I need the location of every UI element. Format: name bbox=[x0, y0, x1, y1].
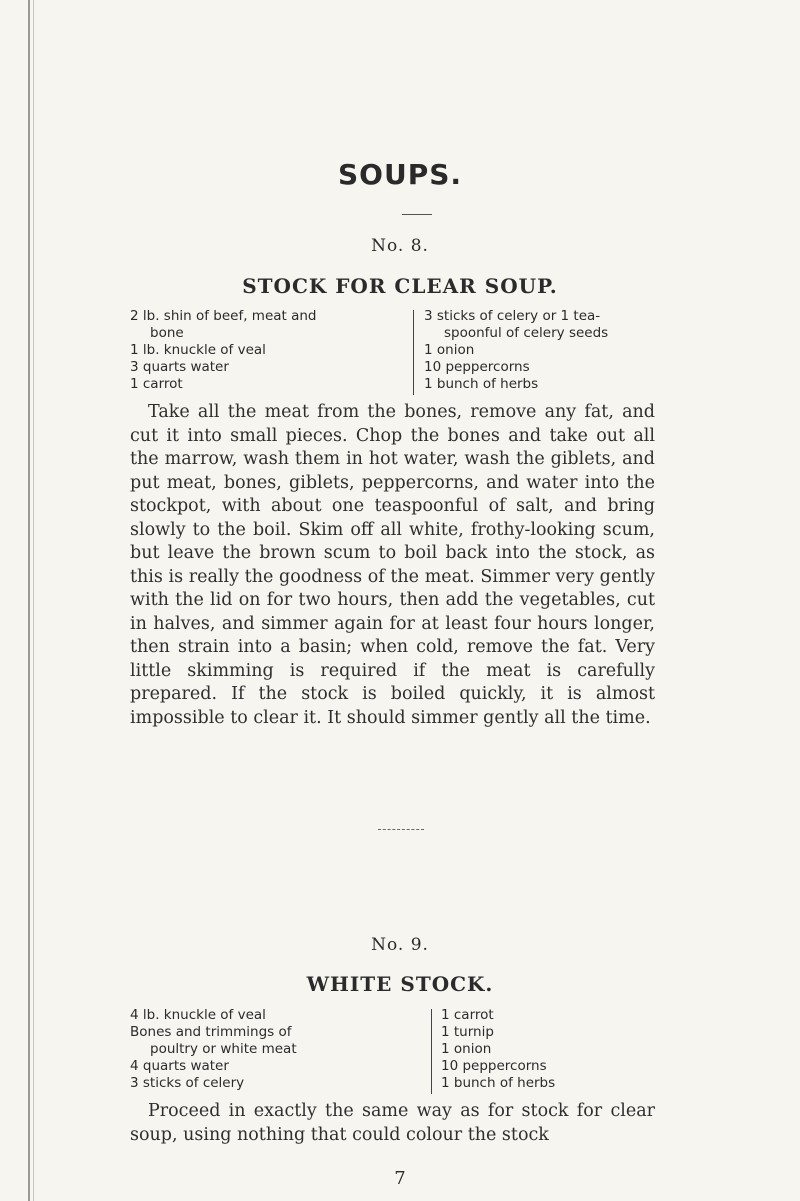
page-number: 7 bbox=[394, 1168, 406, 1189]
ingredient-item: 1 bunch of herbs bbox=[424, 376, 539, 392]
ingredient-item: spoonful of celery seeds bbox=[444, 325, 609, 341]
ingredient-item: Bones and trimmings of bbox=[130, 1024, 292, 1040]
ingredient-item: poultry or white meat bbox=[150, 1041, 297, 1057]
recipe-method: Take all the meat from the bones, remove any fat, and cut it into small pieces. Chop the bones and take out all the marrow, wash them in hot water, wash the giblets, and put meat, bones, giblets, peppercorns, and water into the stockpot, with about one teaspoonful of salt, and bring slowly to the boil. Skim off all white, frothy-looking scum, but leave the brown scum to boil back into the stock, as this is really the goodness of the meat. Simmer very gently with the lid on for two hours, then add the vegetables, cut in halves, and simmer again for at least four hours longer, then strain into a basin; when cold, remove the fat. Very little skimming is required if the meat is carefully prepared. If the stock is boiled quickly, it is almost impossible to clear it. It should simmer gently all the time. bbox=[130, 402, 655, 728]
ingredient-item: 4 lb. knuckle of veal bbox=[130, 1007, 266, 1023]
recipe-method: Proceed in exactly the same way as for stock for clear soup, using nothing that could colour the stock bbox=[130, 1101, 655, 1145]
recipe-number: No. 8. bbox=[371, 236, 429, 256]
ingredients-left bbox=[130, 1007, 297, 1092]
ingredient-item: 1 carrot bbox=[441, 1007, 494, 1023]
heading-rule bbox=[402, 214, 432, 215]
recipe-title: WHITE STOCK. bbox=[306, 972, 494, 996]
ingredient-item: 1 bunch of herbs bbox=[441, 1075, 556, 1091]
ingredient-item: 1 turnip bbox=[441, 1024, 494, 1040]
ingredient-item: 1 lb. knuckle of veal bbox=[130, 342, 266, 358]
section-separator bbox=[378, 829, 424, 831]
recipe-title: STOCK FOR CLEAR SOUP. bbox=[242, 274, 558, 298]
ingredients-divider bbox=[431, 1009, 432, 1094]
ingredients-divider bbox=[413, 310, 414, 395]
ingredients-left bbox=[130, 308, 317, 393]
ingredient-item: 3 sticks of celery bbox=[130, 1075, 245, 1091]
ingredient-item: 1 onion bbox=[441, 1041, 492, 1057]
ingredient-item: 10 peppercorns bbox=[424, 359, 530, 375]
ingredient-item: 1 carrot bbox=[130, 376, 183, 392]
ingredient-item: bone bbox=[150, 325, 184, 341]
ingredient-item: 2 lb. shin of beef, meat and bbox=[130, 308, 317, 324]
ingredient-item: 3 quarts water bbox=[130, 359, 229, 375]
ingredient-item: 4 quarts water bbox=[130, 1058, 229, 1074]
ingredient-item: 1 onion bbox=[424, 342, 475, 358]
ingredients-right bbox=[424, 308, 608, 393]
ingredient-item: 10 peppercorns bbox=[441, 1058, 547, 1074]
recipe-number: No. 9. bbox=[371, 935, 429, 955]
page-heading: SOUPS. bbox=[337, 158, 463, 191]
ingredients-right bbox=[441, 1007, 555, 1092]
ingredient-item: 3 sticks of celery or 1 tea- bbox=[424, 308, 601, 324]
